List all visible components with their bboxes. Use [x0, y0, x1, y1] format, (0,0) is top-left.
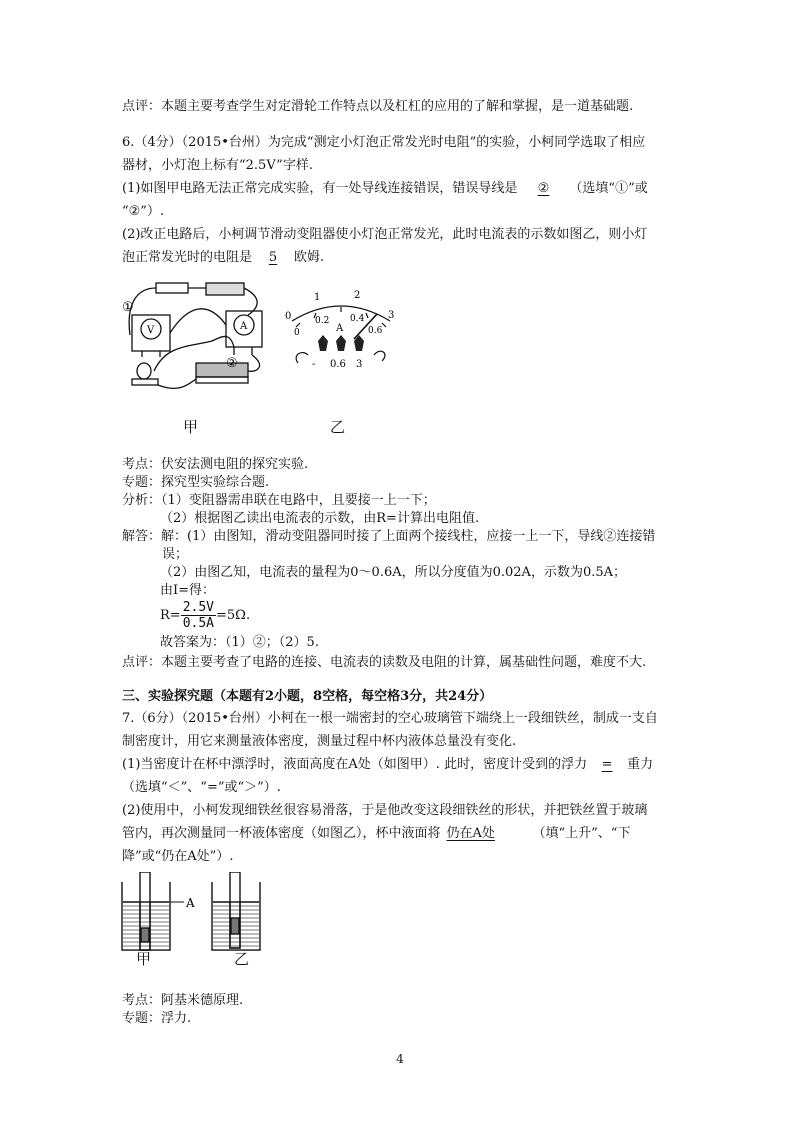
- q7-part1-text-end: 重力: [627, 757, 654, 772]
- q6-part1-text: (1)如图甲电路无法正常完成实验，有一处导线连接错误，错误导线是: [122, 181, 518, 196]
- wire2-marker: ②: [226, 356, 238, 371]
- section-3-heading: 三、实验探究题（本题有2小题，8空格，每空格3分，共24分）: [122, 689, 493, 704]
- q6-part2-line: (2)改正电路后，小柯调节滑动变阻器使小灯泡正常发光，此时电流表的示数如图乙，则小灯: [122, 227, 648, 242]
- voltmeter-symbol: V: [147, 325, 155, 336]
- q6-stem-line-1: 6.（4分）（2015•台州）为完成“测定小灯泡正常发光时电阻”的实验，小柯同学选取了相应: [122, 135, 646, 150]
- q6-part2-line-2: [122, 249, 324, 267]
- terminal-minus: -: [312, 359, 316, 370]
- q6-part1-line-2: “②”）.: [122, 204, 165, 219]
- q6-answer-resistance: 5: [268, 250, 278, 265]
- scale-top-3: 3: [388, 310, 395, 321]
- q6-part2-text: 泡正常发光时的电阻是: [122, 250, 253, 265]
- q6-solution-4: 由I=得：: [160, 583, 216, 598]
- q7-answer-level: 仍在A处: [446, 826, 495, 841]
- q6-final-answer: 故答案为：（1）②；（2）5.: [160, 635, 319, 650]
- q6-solution-1: 解答：解：(1）由图知，滑动变阻器同时接了上面两个接线柱，应接一上一下，导线②连接错: [122, 529, 656, 544]
- q6-topic: 专题：探究型实验综合题.: [122, 475, 270, 490]
- scale-bottom-0: 0: [294, 328, 300, 338]
- comment-line: 点评：本题主要考查学生对定滑轮工作特点以及杠杠的应用的了解和掌握，是一道基础题.: [122, 99, 634, 114]
- q6-analysis-2: （2）根据图乙读出电流表的示数，由R=计算出电阻值.: [160, 511, 480, 526]
- fig6-left-label: 甲: [183, 418, 199, 436]
- fig6-right-label: 乙: [330, 418, 346, 436]
- q6-solution-2: 误；: [162, 547, 189, 562]
- scale-top-1: 1: [314, 292, 321, 303]
- wire1-marker: ①: [122, 300, 134, 315]
- scale-top-2: 2: [354, 290, 361, 301]
- scale-bottom-3: 0.6: [368, 326, 383, 336]
- page-number: 4: [396, 1052, 404, 1066]
- formula-rhs: =5Ω.: [216, 608, 251, 623]
- q7-stem-line-1: 7.（6分）（2015•台州）小柯在一根一端密封的空心玻璃管下端绕上一段细铁丝，制成一支自: [122, 711, 658, 726]
- scale-bottom-1: 0.2: [315, 316, 330, 326]
- q6-formula: [160, 600, 250, 631]
- scale-top-0: 0: [285, 311, 292, 322]
- formula-numerator: 2.5V: [182, 600, 214, 615]
- formula-lhs: R=: [160, 608, 181, 623]
- q7-part2-line-3: 降”或“仍在A处”）.: [122, 849, 234, 864]
- q7-part2-text: 管内，再次测量同一杯液体密度（如图乙），杯中液面将: [122, 826, 441, 841]
- q7-part2-text-end: （填“上升”、“下: [532, 826, 631, 841]
- formula-fraction: [181, 600, 216, 631]
- ammeter-symbol: A: [240, 321, 248, 332]
- q6-comment: 点评：本题主要考查了电路的连接、电流表的读数及电阻的计算，属基础性问题，难度不大.: [122, 655, 647, 670]
- level-mark-a: A: [186, 896, 195, 910]
- q6-solution-3: （2）由图乙知，电流表的量程为0～0.6A，所以分度值为0.02A，示数为0.5A；: [160, 565, 627, 580]
- ammeter-dial: [282, 283, 400, 383]
- q6-part2-text-end: 欧姆.: [294, 250, 325, 265]
- q6-analysis-1: 分析：（1）变阻器需串联在电路中，且要接一上一下；: [122, 493, 436, 508]
- formula-denominator: 0.5A: [182, 616, 214, 631]
- q7-topic: 专题：浮力.: [122, 1011, 192, 1026]
- meter-unit: A: [336, 323, 344, 334]
- q7-part2-line-2: [122, 825, 630, 843]
- q6-part1-text-end: （选填“①”或: [569, 181, 648, 196]
- q7-part1-line: [122, 756, 653, 774]
- q7-stem-line-2: 制密度计，用它来测量液体密度，测量过程中杯内液体总量没有变化.: [122, 734, 517, 749]
- q7-part2-line: (2)使用中，小柯发现细铁丝很容易滑落，于是他改变这段细铁丝的形状，并把铁丝置于玻璃: [122, 803, 648, 818]
- q6-part1-line: [122, 180, 648, 198]
- fig7-right-label: 乙: [234, 950, 250, 968]
- fig7-left-label: 甲: [136, 950, 152, 968]
- scale-bottom-2: 0.4: [350, 314, 365, 324]
- q7-answer-buoyancy: =: [601, 757, 613, 772]
- terminal-3: 3: [356, 359, 363, 370]
- q6-stem-line-2: 器材，小灯泡上标有“2.5V”字样.: [122, 158, 313, 173]
- terminal-0-6: 0.6: [330, 359, 346, 370]
- q6-answer-wire: ②: [537, 181, 550, 196]
- q7-part1-text: (1)当密度计在杯中漂浮时，液面高度在A处（如图甲）. 此时，密度计受到的浮力: [122, 757, 588, 772]
- q6-knowledge-point: 考点：伏安法测电阻的探究实验.: [122, 457, 309, 472]
- q7-knowledge-point: 考点：阿基米德原理.: [122, 993, 244, 1008]
- circuit-diagram: [118, 275, 278, 415]
- q7-part1-line-2: （选填“＜”、“=”或“＞”）.: [122, 780, 281, 795]
